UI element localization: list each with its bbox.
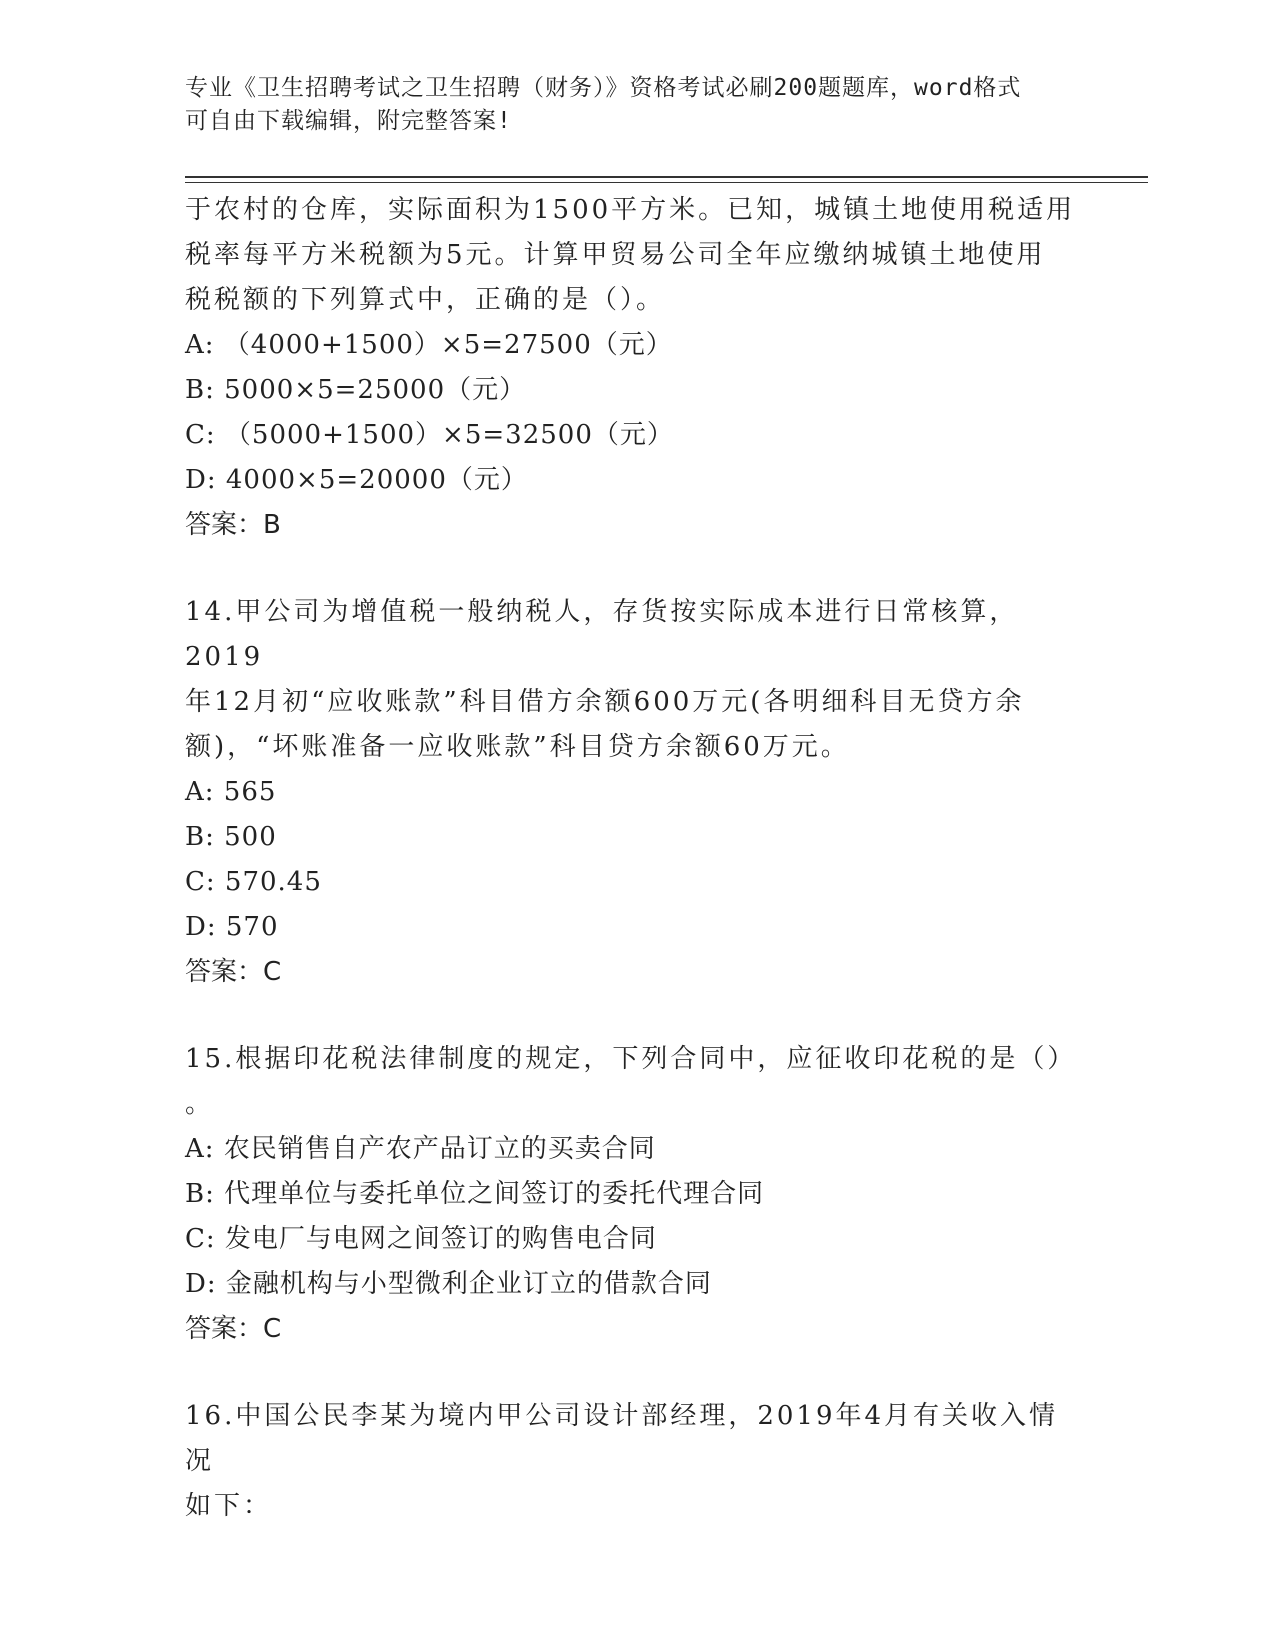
question-14 — [185, 590, 1085, 995]
option-c: C: （5000+1500）×5=32500（元） — [185, 420, 674, 450]
question-stem-line: 额)，“坏账准备一应收账款”科目贷方余额60万元。 — [185, 732, 850, 762]
question-15 — [185, 1037, 1085, 1352]
option-a: A: （4000+1500）×5=27500（元） — [185, 330, 673, 360]
option-b: B: 5000×5=25000（元） — [185, 375, 527, 405]
document-body — [185, 188, 1085, 1529]
option-d: D: 570 — [185, 912, 279, 942]
header-divider-thin — [185, 182, 1148, 183]
header-line-2: 可自由下载编辑，附完整答案! — [185, 108, 512, 134]
question-stem-line: 。 — [185, 1089, 215, 1119]
question-stem-line: 15.根据印花税法律制度的规定，下列合同中，应征收印花税的是（） — [185, 1044, 1077, 1074]
option-d: D: 金融机构与小型微利企业订立的借款合同 — [185, 1269, 712, 1299]
option-a: A: 565 — [185, 777, 277, 807]
answer-line: 答案：B — [185, 510, 281, 540]
option-b: B: 代理单位与委托单位之间签订的委托代理合同 — [185, 1179, 765, 1209]
answer-line: 答案：C — [185, 957, 282, 987]
question-13 — [185, 188, 1085, 548]
question-stem-line: 如下： — [185, 1491, 273, 1521]
question-stem-line: 于农村的仓库，实际面积为1500平方米。已知，城镇土地使用税适用 — [185, 195, 1076, 225]
question-stem-line: 16.中国公民李某为境内甲公司设计部经理，2019年4月有关收入情况 — [185, 1401, 1059, 1476]
question-16 — [185, 1394, 1085, 1529]
question-stem-line: 税率每平方米税额为5元。计算甲贸易公司全年应缴纳城镇土地使用 — [185, 240, 1046, 270]
question-stem-line: 税税额的下列算式中，正确的是（）。 — [185, 285, 666, 315]
option-d: D: 4000×5=20000（元） — [185, 465, 528, 495]
document-header — [185, 72, 1065, 138]
option-b: B: 500 — [185, 822, 277, 852]
answer-line: 答案：C — [185, 1314, 282, 1344]
question-stem-line: 年12月初“应收账款”科目借方余额600万元(各明细科目无贷方余 — [185, 687, 1025, 717]
option-c: C: 570.45 — [185, 867, 322, 897]
option-a: A: 农民销售自产农产品订立的买卖合同 — [185, 1134, 656, 1164]
option-c: C: 发电厂与电网之间签订的购售电合同 — [185, 1224, 657, 1254]
header-divider-thick — [185, 176, 1148, 178]
question-stem-line: 14.甲公司为增值税一般纳税人，存货按实际成本进行日常核算，2019 — [185, 597, 1019, 672]
header-line-1: 专业《卫生招聘考试之卫生招聘（财务）》资格考试必刷200题题库，word格式 — [185, 75, 1022, 101]
